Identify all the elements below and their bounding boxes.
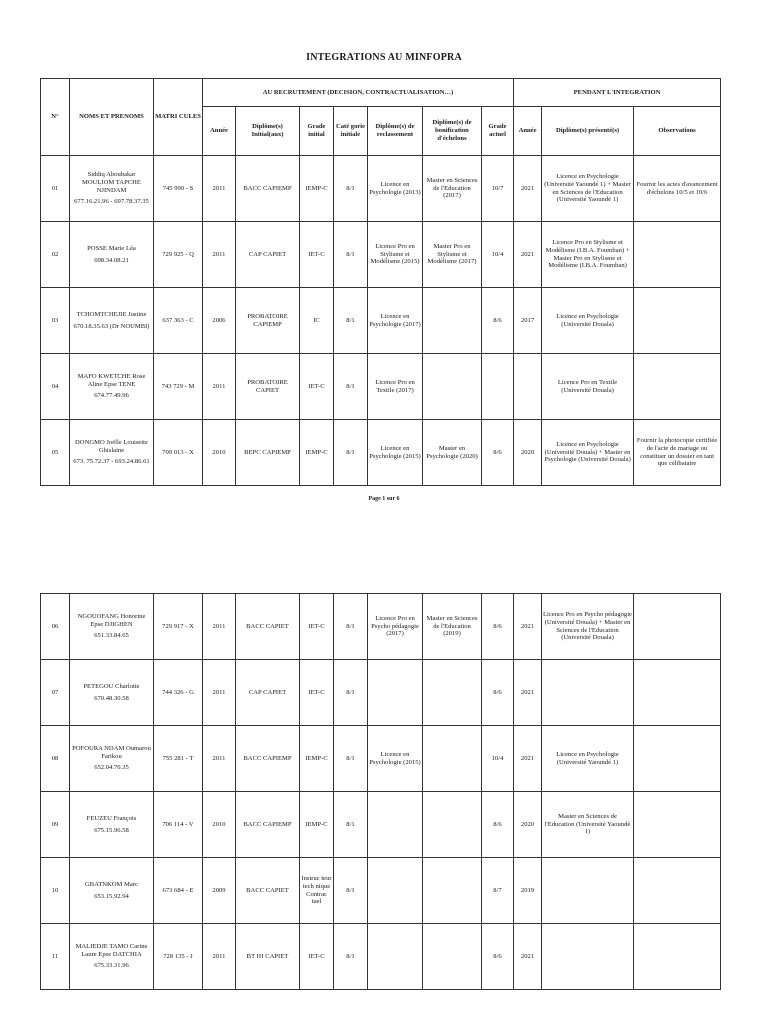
row-bonus-diploma: Master en Sciences de l'Education (2019) <box>423 594 482 660</box>
row-matricule: 743 729 - M <box>154 354 203 420</box>
row-initial-grade: IET-C <box>300 222 334 288</box>
row-year: 2011 <box>203 726 236 792</box>
row-num: 02 <box>41 222 70 288</box>
row-bonus-diploma <box>423 792 482 858</box>
row-initial-diploma: BACC CAPIET <box>236 594 300 660</box>
header-group-integration: PENDANT L'INTEGRATION <box>514 79 721 107</box>
row-observations <box>634 858 721 924</box>
row-name-cell <box>70 420 154 486</box>
row-bonus-diploma <box>423 924 482 990</box>
row-presented-diploma <box>542 660 634 726</box>
row-presented-diploma <box>542 924 634 990</box>
row-initial-grade: IET-C <box>300 660 334 726</box>
row-matricule: 744 326 - G <box>154 660 203 726</box>
row-phone: 677.16.21.96 - 697.78.37.35 <box>74 198 149 206</box>
row-name: MALIEDJE TAMO Carine Laure Epse DATCHIA <box>75 942 148 958</box>
row-category: 8/1 <box>334 660 368 726</box>
row-observations: Fournir les actes d'avancement d'échelons 10/5 et 10/6 <box>634 156 721 222</box>
row-name-cell <box>70 222 154 288</box>
row-integration-year: 2020 <box>514 792 542 858</box>
row-initial-grade: IET-C <box>300 924 334 990</box>
row-name: POSSE Marie Léa <box>87 244 136 252</box>
header-matricules: MATRI CULES <box>154 79 203 156</box>
row-category: 8/1 <box>334 924 368 990</box>
row-observations <box>634 792 721 858</box>
row-name-cell <box>70 792 154 858</box>
row-name: PETEGOU Charlotte <box>83 682 140 690</box>
row-bonus-diploma <box>423 288 482 354</box>
header-initial-grade: Grade initial <box>300 107 334 156</box>
row-current-grade: 10/4 <box>482 726 514 792</box>
row-bonus-diploma: Master Pro en Stylisme et Modélisme (2017) <box>423 222 482 288</box>
row-presented-diploma: Master en Sciences de l'Education (Université Yaoundé 1) <box>542 792 634 858</box>
row-presented-diploma: Licence en Psychologie (Université Yaoundé 1) + Master en Sciences de l'Education (Université Yaoundé 1) <box>542 156 634 222</box>
row-name-cell <box>70 288 154 354</box>
header-initial-diploma: Diplôme(s) Initial(aux) <box>236 107 300 156</box>
row-phone: 653.15.92.94 <box>94 892 129 900</box>
row-num: 09 <box>41 792 70 858</box>
row-name-cell <box>70 858 154 924</box>
row-reclass-diploma: Licence en Psychologie (2015) <box>368 420 423 486</box>
row-name-cell <box>70 924 154 990</box>
row-num: 04 <box>41 354 70 420</box>
header-bonus-diploma: Diplôme(s) de bonification d'échelons <box>423 107 482 156</box>
row-observations <box>634 726 721 792</box>
row-current-grade: 8/6 <box>482 924 514 990</box>
row-initial-diploma: BEPC CAPIEMP <box>236 420 300 486</box>
row-integration-year: 2021 <box>514 726 542 792</box>
row-name: Siddiq Aboubakar MOULIOM TAPCHE NJINDAM <box>82 170 141 194</box>
row-presented-diploma: Licence Pro en Psycho pédagogie (Université Douala) + Master en Sciences de l'Education (Université Douala) <box>542 594 634 660</box>
row-phone: 651.33.84.65 <box>94 632 129 640</box>
row-category: 8/1 <box>334 156 368 222</box>
row-phone: 673. 75.72.37 - 693.24.86.61 <box>73 458 150 466</box>
row-reclass-diploma: Licence en Psychologie (2015) <box>368 726 423 792</box>
row-num: 06 <box>41 594 70 660</box>
header-year-integration: Année <box>514 107 542 156</box>
header-group-recruitment: AU RECRUTEMENT (DECISION, CONTRACTUALISATION…) <box>203 79 514 107</box>
row-bonus-diploma: Master en Sciences de l'Education (2017) <box>423 156 482 222</box>
row-category: 8/1 <box>334 420 368 486</box>
row-integration-year: 2021 <box>514 924 542 990</box>
row-reclass-diploma: Licence en Psychologie (2017) <box>368 288 423 354</box>
row-initial-grade: Instruc teur tech nique Contrac tuel <box>300 858 334 924</box>
row-integration-year: 2021 <box>514 156 542 222</box>
row-num: 01 <box>41 156 70 222</box>
row-name: GBATNKOM Marc <box>85 880 138 888</box>
row-num: 03 <box>41 288 70 354</box>
row-category: 8/1 <box>334 792 368 858</box>
header-presented-diploma: Diplôme(s) présenté(s) <box>542 107 634 156</box>
row-initial-diploma: BACC CAPIEMP <box>236 156 300 222</box>
row-phone: 674.77.49.96 <box>94 392 129 400</box>
row-integration-year: 2017 <box>514 288 542 354</box>
row-year: 2011 <box>203 660 236 726</box>
row-reclass-diploma: Licence Pro en Textile (2017) <box>368 354 423 420</box>
row-current-grade: 8/6 <box>482 288 514 354</box>
row-current-grade: 8/6 <box>482 594 514 660</box>
table-row <box>41 354 721 420</box>
row-matricule: 729 917 - X <box>154 594 203 660</box>
row-year: 2009 <box>203 858 236 924</box>
table-row <box>41 222 721 288</box>
row-reclass-diploma: Licence Pro en Psycho pédagogie (2017) <box>368 594 423 660</box>
row-initial-diploma: PROBATOIRE CAPIEMP <box>236 288 300 354</box>
row-observations <box>634 924 721 990</box>
row-phone: 670.48.30.58 <box>94 694 129 702</box>
row-matricule: 706 114 - V <box>154 792 203 858</box>
row-matricule: 673 684 - E <box>154 858 203 924</box>
row-phone: 670.18.35.63 (Dr NOUMBI) <box>73 322 150 330</box>
row-observations <box>634 660 721 726</box>
row-initial-grade: IEMP-C <box>300 420 334 486</box>
row-category: 8/1 <box>334 354 368 420</box>
row-presented-diploma: Licence en Psychologie (Université Douala) + Master en Psychologie (Université Douala) <box>542 420 634 486</box>
integration-table-part-1 <box>40 78 721 486</box>
row-name-cell <box>70 594 154 660</box>
row-current-grade: 10/7 <box>482 156 514 222</box>
table-row <box>41 660 721 726</box>
row-name-cell <box>70 354 154 420</box>
row-num: 07 <box>41 660 70 726</box>
row-year: 2011 <box>203 156 236 222</box>
row-integration-year <box>514 354 542 420</box>
row-integration-year: 2021 <box>514 594 542 660</box>
header-year: Année <box>203 107 236 156</box>
row-bonus-diploma <box>423 354 482 420</box>
row-num: 10 <box>41 858 70 924</box>
header-num: N° <box>41 79 70 156</box>
row-phone: 698.34.08.21 <box>94 256 129 264</box>
row-initial-grade: IC <box>300 288 334 354</box>
page-footer: Page 1 sur 6 <box>368 496 400 502</box>
row-name: MAFO KWETCHE Rose Aline Epse TENE <box>77 372 146 388</box>
row-bonus-diploma <box>423 858 482 924</box>
row-initial-grade: IET-C <box>300 594 334 660</box>
row-observations <box>634 354 721 420</box>
row-initial-diploma: BACC CAPIEMP <box>236 792 300 858</box>
row-num: 11 <box>41 924 70 990</box>
row-category: 8/1 <box>334 222 368 288</box>
row-matricule: 755 281 - T <box>154 726 203 792</box>
row-matricule: 745 990 - S <box>154 156 203 222</box>
row-name-cell <box>70 156 154 222</box>
row-name: TCHOMTCHEJIE Justine <box>76 310 147 318</box>
row-initial-diploma: BACC CAPIEMP <box>236 726 300 792</box>
row-category: 8/1 <box>334 594 368 660</box>
header-category: Caté gorie initiale <box>334 107 368 156</box>
row-name-cell <box>70 660 154 726</box>
header-names: NOMS ET PRENOMS <box>70 79 154 156</box>
row-num: 08 <box>41 726 70 792</box>
row-initial-diploma: PROBATOIRE CAPIET <box>236 354 300 420</box>
row-initial-diploma: BT IH CAPIET <box>236 924 300 990</box>
header-reclass-diploma: Diplôme(s) de reclassement <box>368 107 423 156</box>
row-reclass-diploma <box>368 660 423 726</box>
row-observations: Fournir la photocopie certifiée de l'acte de mariage ou constituer un dossier en tant que célibataire <box>634 420 721 486</box>
row-name: NGOUOFANG Honorine Epse DJIGHEN <box>77 612 146 628</box>
table-row <box>41 726 721 792</box>
row-reclass-diploma: Licence Pro en Stylisme et Modélisme (2015) <box>368 222 423 288</box>
table-row <box>41 792 721 858</box>
row-bonus-diploma: Master en Psychologie (2020) <box>423 420 482 486</box>
row-phone: 675.15.96.58 <box>94 826 129 834</box>
row-observations <box>634 594 721 660</box>
row-matricule: 729 925 - Q <box>154 222 203 288</box>
row-integration-year: 2019 <box>514 858 542 924</box>
document-title: INTEGRATIONS AU MINFOPRA <box>306 52 462 63</box>
row-current-grade: 8/7 <box>482 858 514 924</box>
row-current-grade: 10/4 <box>482 222 514 288</box>
row-year: 2006 <box>203 288 236 354</box>
row-category: 8/1 <box>334 726 368 792</box>
row-phone: 652.04.70.35 <box>94 764 129 772</box>
row-initial-diploma: CAP CAPIET <box>236 660 300 726</box>
row-name: DONGMO Joëlle Louisette Ghislaine <box>75 438 148 454</box>
row-matricule: 709 013 - X <box>154 420 203 486</box>
row-current-grade: 8/6 <box>482 420 514 486</box>
row-reclass-diploma <box>368 858 423 924</box>
row-integration-year: 2021 <box>514 660 542 726</box>
row-reclass-diploma <box>368 792 423 858</box>
row-num: 05 <box>41 420 70 486</box>
row-year: 2011 <box>203 924 236 990</box>
table-row <box>41 156 721 222</box>
row-name-cell <box>70 726 154 792</box>
row-initial-diploma: CAP CAPIET <box>236 222 300 288</box>
table-row <box>41 594 721 660</box>
row-presented-diploma: Licence Pro en Textile (Université Douala) <box>542 354 634 420</box>
row-matricule: 728 135 - J <box>154 924 203 990</box>
row-category: 8/1 <box>334 858 368 924</box>
row-matricule: 637 363 - C <box>154 288 203 354</box>
table-row <box>41 924 721 990</box>
row-initial-grade: IEMP-C <box>300 156 334 222</box>
header-current-grade: Grade actuel <box>482 107 514 156</box>
row-reclass-diploma: Licence en Psychologie (2013) <box>368 156 423 222</box>
row-presented-diploma: Licence en Psychologie (Université Yaoundé 1) <box>542 726 634 792</box>
row-initial-grade: IEMP-C <box>300 726 334 792</box>
row-bonus-diploma <box>423 726 482 792</box>
row-category: 8/1 <box>334 288 368 354</box>
row-bonus-diploma <box>423 660 482 726</box>
row-year: 2011 <box>203 222 236 288</box>
row-presented-diploma: Licence en Psychologie (Université Douala) <box>542 288 634 354</box>
row-reclass-diploma <box>368 924 423 990</box>
row-year: 2010 <box>203 792 236 858</box>
row-integration-year: 2020 <box>514 420 542 486</box>
row-presented-diploma <box>542 858 634 924</box>
row-presented-diploma: Licence Pro en Stylisme et Modélisme (I.B.A. Foumban) + Master Pro en Stylisme et Modélisme (I.B.A. Foumban) <box>542 222 634 288</box>
row-initial-diploma: BACC CAPIET <box>236 858 300 924</box>
row-year: 2011 <box>203 354 236 420</box>
row-initial-grade: IEMP-C <box>300 792 334 858</box>
row-year: 2010 <box>203 420 236 486</box>
row-observations <box>634 222 721 288</box>
table-row <box>41 420 721 486</box>
row-initial-grade: IET-C <box>300 354 334 420</box>
row-year: 2011 <box>203 594 236 660</box>
row-integration-year: 2021 <box>514 222 542 288</box>
row-observations <box>634 288 721 354</box>
header-observations: Observations <box>634 107 721 156</box>
row-current-grade <box>482 354 514 420</box>
row-name: FEUZEU François <box>86 814 137 822</box>
row-current-grade: 8/6 <box>482 660 514 726</box>
row-current-grade: 8/6 <box>482 792 514 858</box>
integration-table-part-2 <box>40 593 721 990</box>
row-phone: 675.33.31.96 <box>94 962 129 970</box>
table-row <box>41 288 721 354</box>
table-row <box>41 858 721 924</box>
row-name: POFOURA NDAM Oumarou Farikou <box>72 744 151 760</box>
